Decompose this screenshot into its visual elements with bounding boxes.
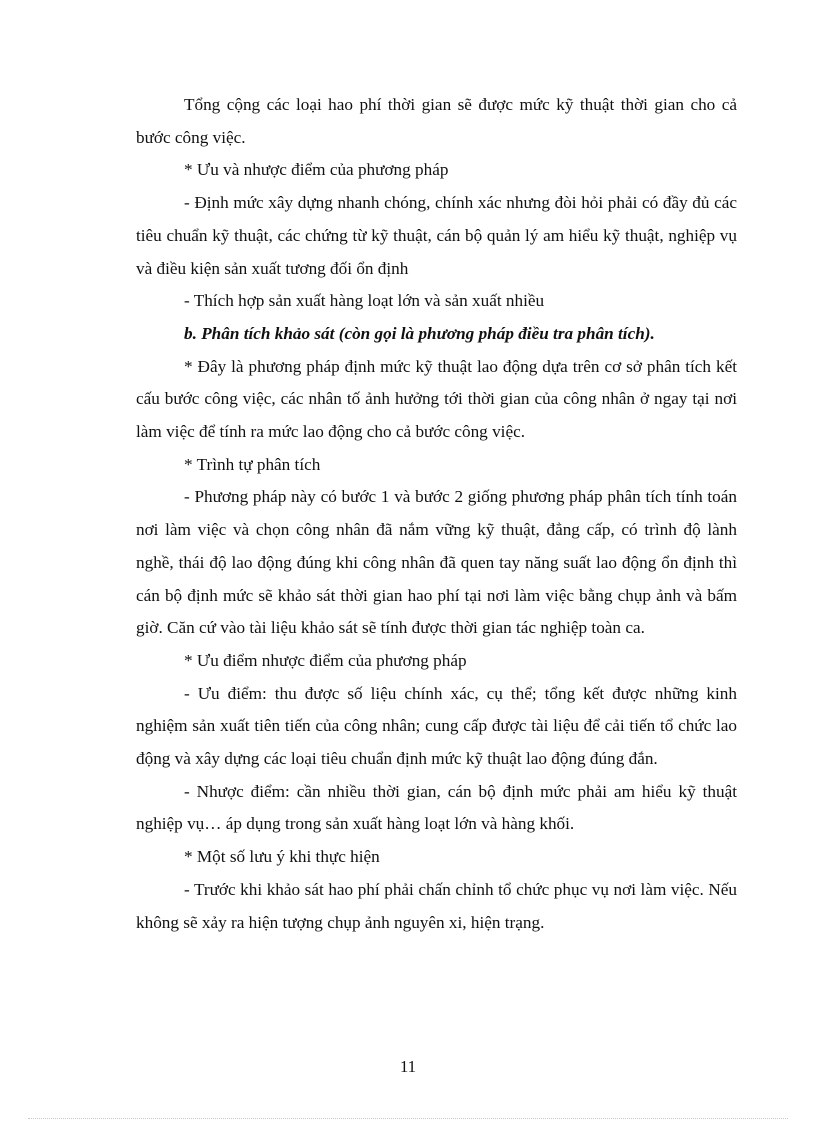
heading-pros-cons-method: * Ưu và nhược điểm của phương pháp [184,160,449,180]
page-body [136,89,737,939]
paragraph-method-steps: - Phương pháp này có bước 1 và bước 2 giống phương pháp phân tích tính toán nơi làm việc và chọn công nhân đã nắm vững kỹ thuật, đẳng cấp, có trình độ lành nghề, thái độ lao động đúng khi công nhân đã quen tay năng suất lao động ổn định thì cán bộ định mức sẽ khảo sát thời gian hao phí tại nơi làm việc bằng chụp ảnh và bấm giờ. Căn cứ vào tài liệu khảo sát sẽ tính được thời gian tác nghiệp toàn ca. [136,487,737,638]
page-number: 11 [399,1057,417,1076]
heading-analysis-sequence: * Trình tự phân tích [184,454,321,474]
page-bottom-divider [28,1118,788,1119]
paragraph-before-survey: - Trước khi khảo sát hao phí phải chấn chỉnh tổ chức phục vụ nơi làm việc. Nếu không sẽ xảy ra hiện tượng chụp ảnh nguyên xi, hiện trạng. [136,879,737,932]
paragraph-advantages: - Ưu điểm: thu được số liệu chính xác, cụ thể; tổng kết được những kinh nghiệm sản xuất tiên tiến của công nhân; cung cấp được tài liệu để cải tiến tổ chức lao động và xây dựng các loại tiêu chuẩn định mức kỹ thuật lao động đúng đắn. [136,683,737,769]
paragraph-suitable-mass-production: - Thích hợp sản xuất hàng loạt lớn và sản xuất nhiều [184,291,545,311]
paragraph-norm-fast-accurate: - Định mức xây dựng nhanh chóng, chính xác nhưng đòi hỏi phải có đầy đủ các tiêu chuẩn kỹ thuật, các chứng từ kỹ thuật, cán bộ quản lý am hiểu kỹ thuật, nghiệp vụ và điều kiện sản xuất tương đối ổn định [136,193,737,278]
paragraph-method-definition: * Đây là phương pháp định mức kỹ thuật lao động dựa trên cơ sở phân tích kết cấu bước công việc, các nhân tố ảnh hưởng tới thời gian của công nhân ở ngay tại nơi làm việc để tính ra mức lao động cho cả bước công việc. [136,356,737,442]
heading-advantages-disadvantages: * Ưu điểm nhược điểm của phương pháp [184,650,467,670]
paragraph-total-time: Tổng cộng các loại hao phí thời gian sẽ được mức kỹ thuật thời gian cho cả bước công việc. [136,95,737,147]
paragraph-disadvantages: - Nhược điểm: cần nhiều thời gian, cán bộ định mức phải am hiểu kỹ thuật nghiệp vụ… áp dụng trong sản xuất hàng loạt lớn và hàng khối. [136,781,737,834]
heading-notes: * Một số lưu ý khi thực hiện [184,847,380,867]
section-heading-b: b. Phân tích khảo sát (còn gọi là phương pháp điều tra phân tích). [184,323,655,343]
